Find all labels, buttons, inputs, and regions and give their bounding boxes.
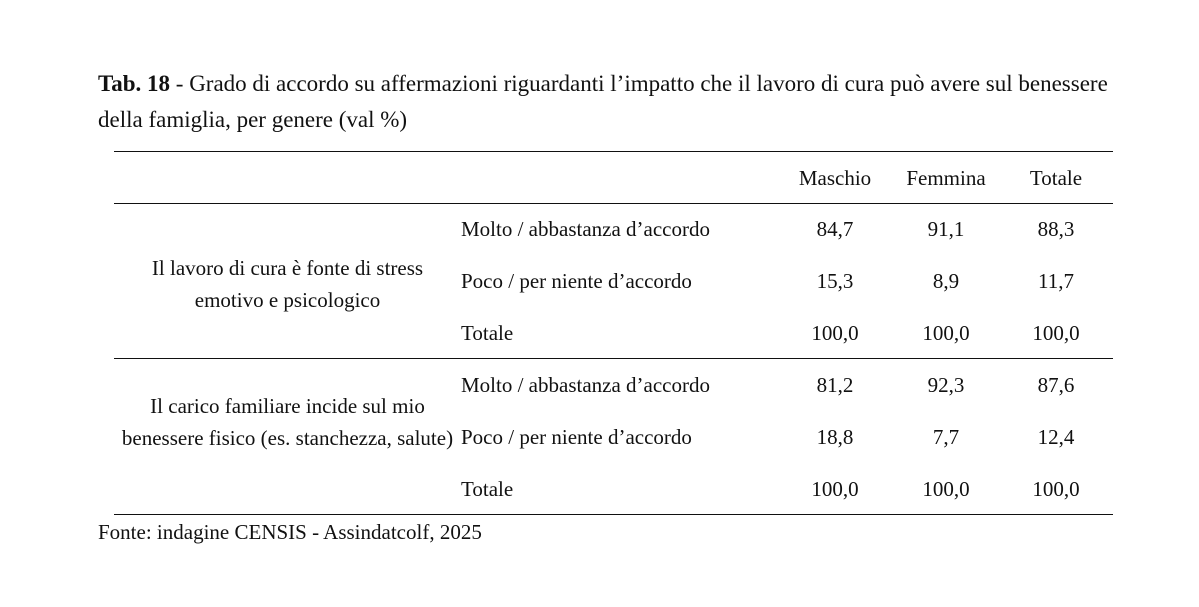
value-totale: 100,0 [1032,477,1080,501]
value-femmina: 8,9 [932,269,960,293]
value-maschio: 81,2 [816,373,854,397]
value-femmina: 7,7 [932,425,960,449]
row-label: Totale [461,321,514,345]
table-title: - Grado di accordo su affermazioni riguardanti l’impatto che il lavoro di cura può avere sul benessere della famiglia, per genere (val %) [98,71,1108,132]
value-maschio: 100,0 [811,321,859,345]
value-femmina: 91,1 [927,217,965,241]
group-separator-rule [114,358,1113,359]
value-maschio: 18,8 [816,425,854,449]
table-header-rule [114,203,1113,204]
table-number: Tab. 18 [98,71,171,96]
value-totale: 12,4 [1037,425,1075,449]
value-femmina: 100,0 [922,321,970,345]
header-femmina: Femmina [906,166,986,190]
value-maschio: 15,3 [816,269,854,293]
row-label: Molto / abbastanza d’accordo [461,373,710,397]
header-totale: Totale [1029,166,1083,190]
value-totale: 100,0 [1032,321,1080,345]
group-label-physical: Il carico familiare incide sul mio benessere fisico (es. stanchezza, salute) [121,394,454,450]
value-maschio: 100,0 [811,477,859,501]
value-maschio: 84,7 [816,217,854,241]
value-totale: 87,6 [1037,373,1075,397]
table-source: Fonte: indagine CENSIS - Assindatcolf, 2025 [98,520,482,544]
header-maschio: Maschio [798,166,872,190]
row-label: Molto / abbastanza d’accordo [461,217,710,241]
row-label: Poco / per niente d’accordo [461,269,692,293]
value-totale: 88,3 [1037,217,1075,241]
value-femmina: 100,0 [922,477,970,501]
row-label: Totale [461,477,514,501]
table-bottom-rule [114,514,1113,515]
value-totale: 11,7 [1038,269,1074,293]
table-top-rule [114,151,1113,152]
group-label-stress: Il lavoro di cura è fonte di stress emotivo e psicologico [151,256,424,312]
row-label: Poco / per niente d’accordo [461,425,692,449]
value-femmina: 92,3 [927,373,965,397]
table-caption [98,66,1118,138]
